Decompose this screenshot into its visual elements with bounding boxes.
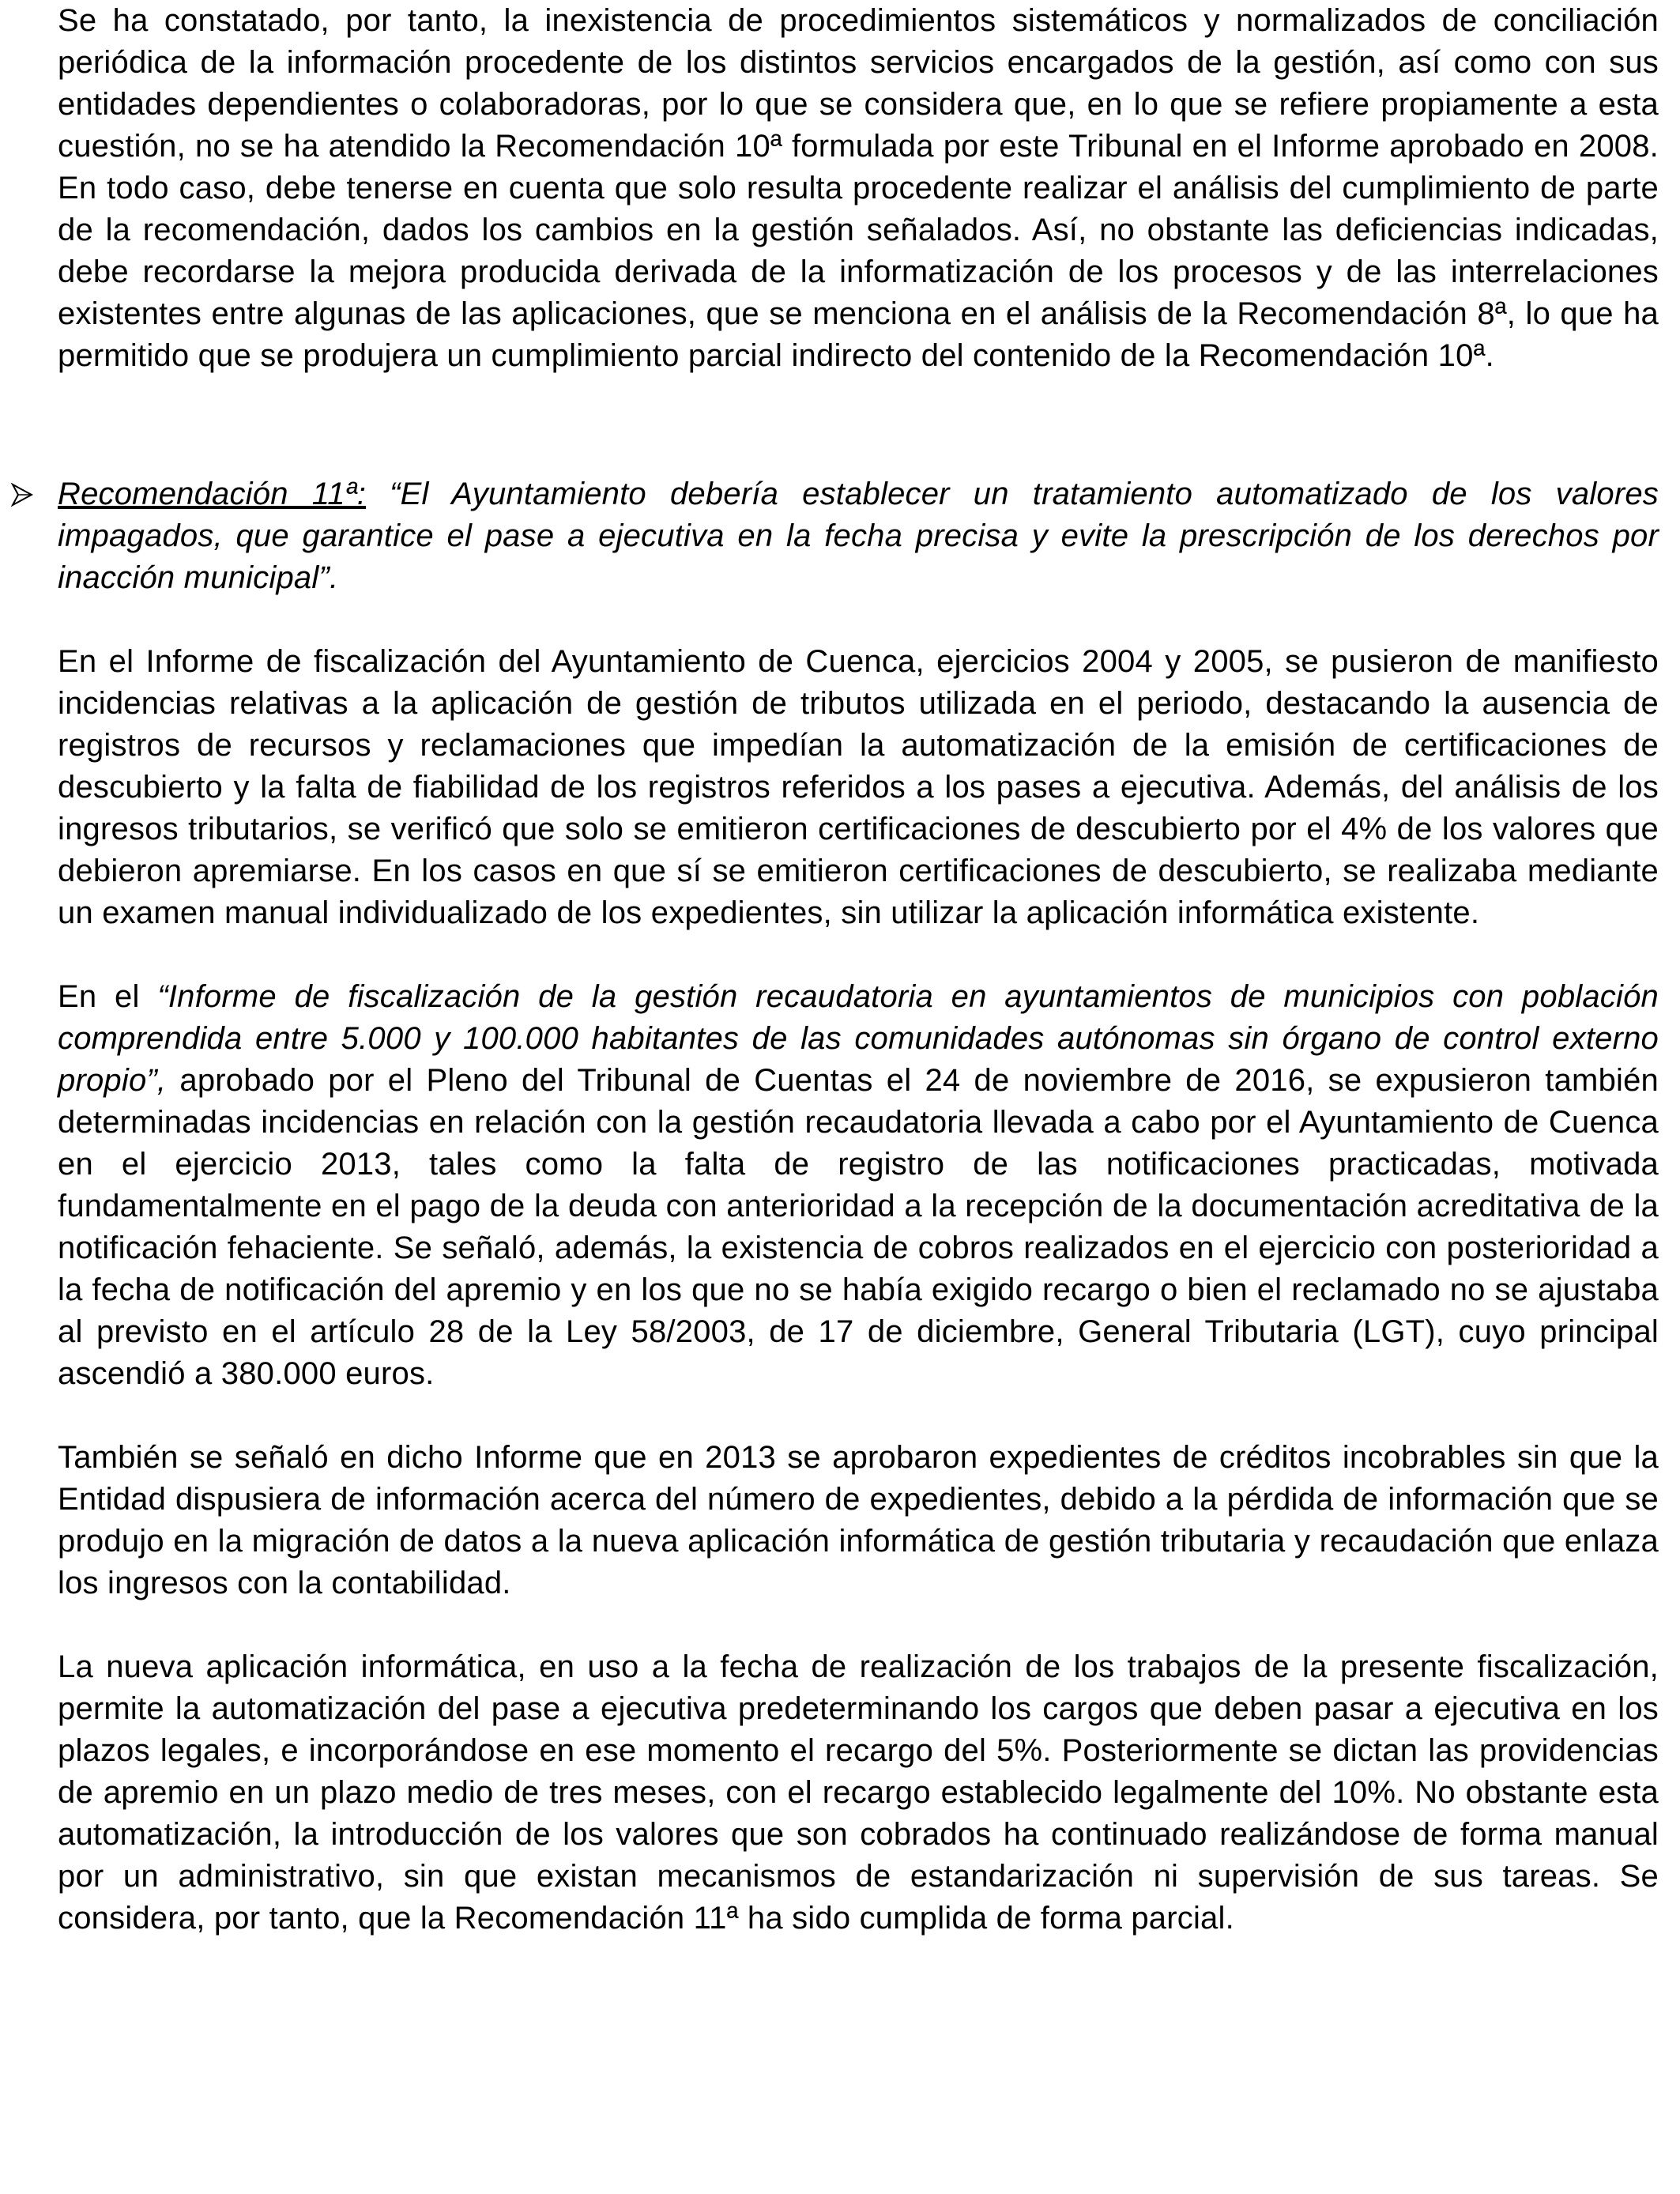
paragraph-nueva-aplicacion: La nueva aplicación informática, en uso a la fecha de realización de los trabajos de la presente fiscalización, permite la automatización del pase a ejecutiva predeterminando los cargos que deben pasar a ejecutiva en los plazos legales, e incorporándose en ese momento el recargo del 5%. Posteriormente se dictan las providencias de apremio en un plazo medio de tres meses, con el recargo establecido legalmente del 10%. No obstante esta automatización, la introducción de los valores que son cobrados ha continuado realizándose de forma manual por un administrativo, sin que existan mecanismos de estandarización ni supervisión de sus tareas. Se considera, por tanto, que la Recomendación 11ª ha sido cumplida de forma parcial. bbox=[58, 1649, 1659, 1936]
paragraph-informe-2016-rest: aprobado por el Pleno del Tribunal de Cuentas el 24 de noviembre de 2016, se expusieron también determinadas incidencias en relación con la gestión recaudatoria llevada a cabo por el Ayuntamiento de Cuenca en el ejercicio 2013, tales como la falta de registro de las notificaciones practicadas, motivada fundamentalmente en el pago de la deuda con anterioridad a la recepción de la documentación acreditativa de la notificación fehaciente. Se señaló, además, la existencia de cobros realizados en el ejercicio con posterioridad a la fecha de notificación del apremio y en los que no se había exigido recargo o bien el reclamado no se ajustaba al previsto en el artículo 28 de la Ley 58/2003, de 17 de diciembre, General Tributaria (LGT), cuyo principal ascendió a 380.000 euros. bbox=[58, 1063, 1659, 1391]
paragraph-creditos-incobrables: También se señaló en dicho Informe que en 2013 se aprobaron expedientes de créditos incobrables sin que la Entidad dispusiera de información acerca del número de expedientes, debido a la pérdida de información que se produjo en la migración de datos a la nueva aplicación informática de gestión tributaria y recaudación que enlaza los ingresos con la contabilidad. bbox=[58, 1440, 1659, 1600]
document-page bbox=[58, 0, 1659, 2194]
paragraph-conciliacion: Se ha constatado, por tanto, la inexistencia de procedimientos sistemáticos y normalizados de conciliación periódica de la información procedente de los distintos servicios encargados de la gestión, así como con sus entidades dependientes o colaboradoras, por lo que se considera que, en lo que se refiere propiamente a esta cuestión, no se ha atendido la Recomendación 10ª formulada por este Tribunal en el Informe aprobado en 2008. En todo caso, debe tenerse en cuenta que solo resulta procedente realizar el análisis del cumplimiento de parte de la recomendación, dados los cambios en la gestión señalados. Así, no obstante las deficiencias indicadas, debe recordarse la mejora producida derivada de la informatización de los procesos y de las interrelaciones existentes entre algunas de las aplicaciones, que se menciona en el análisis de la Recomendación 8ª, lo que ha permitido que se produjera un cumplimiento parcial indirecto del contenido de la Recomendación 10ª. bbox=[58, 3, 1659, 373]
recommendation-11-block bbox=[58, 473, 1659, 599]
recommendation-11-title: Recomendación 11ª: bbox=[58, 477, 367, 511]
arrowhead-bullet-icon-svg bbox=[11, 483, 33, 507]
paragraph-informe-2016-title: “Informe de fiscalización de la gestión recaudatoria en ayuntamientos de municipios con población comprendida entre 5.000 y 100.000 habitantes de las comunidades autónomas sin órgano de control externo propio”, bbox=[58, 979, 1659, 1098]
arrowhead-bullet-icon bbox=[6, 473, 38, 515]
recommendation-11-text: “El Ayuntamiento debería establecer un tratamiento automatizado de los valores impagados, que garantice el pase a ejecutiva en la fecha precisa y evite la prescripción de los derechos por inacción municipal”. bbox=[58, 477, 1659, 595]
paragraph-informe-2016 bbox=[58, 976, 1659, 1395]
recommendation-11 bbox=[58, 473, 1659, 599]
paragraph-informe-2016-lead: En el bbox=[58, 979, 158, 1014]
paragraph-informe-2004-2005: En el Informe de fiscalización del Ayuntamiento de Cuenca, ejercicios 2004 y 2005, se pusieron de manifiesto incidencias relativas a la aplicación de gestión de tributos utilizada en el periodo, destacando la ausencia de registros de recursos y reclamaciones que impedían la automatización de la emisión de certificaciones de descubierto y la falta de fiabilidad de los registros referidos a los pases a ejecutiva. Además, del análisis de los ingresos tributarios, se verificó que solo se emitieron certificaciones de descubierto por el 4% de los valores que debieron apremiarse. En los casos en que sí se emitieron certificaciones de descubierto, se realizaba mediante un examen manual individualizado de los expedientes, sin utilizar la aplicación informática existente. bbox=[58, 644, 1659, 930]
